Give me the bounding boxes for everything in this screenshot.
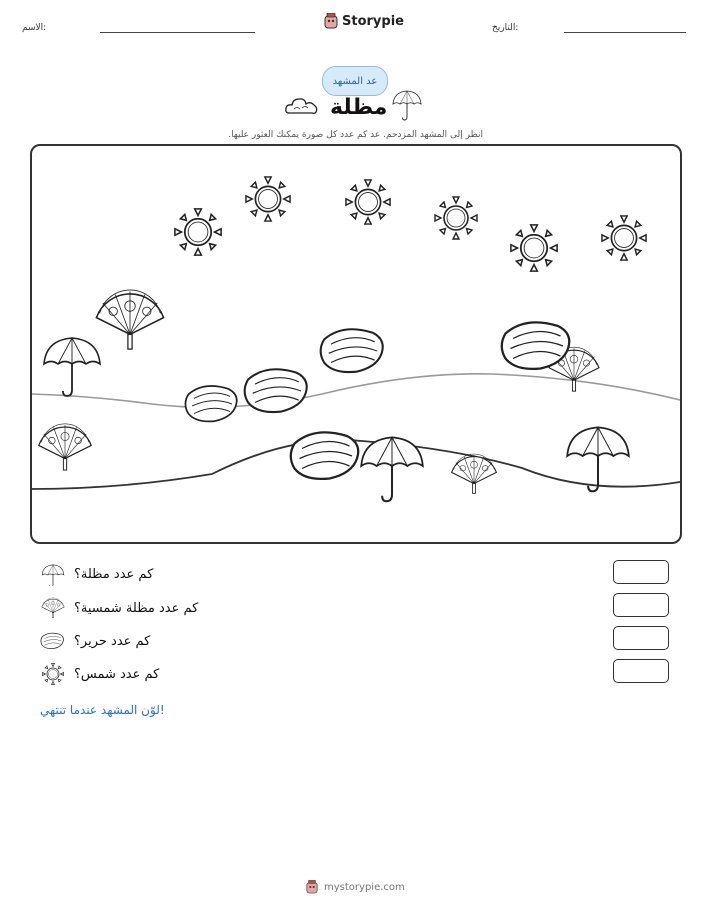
umbrella-icon (567, 427, 629, 491)
counting-scene (30, 144, 682, 544)
question-text: كم عدد شمس؟ (74, 666, 160, 682)
storypie-mascot-icon (306, 880, 318, 894)
sun-icon (511, 225, 557, 271)
sun-icon (346, 180, 390, 224)
footer-url[interactable]: mystorypie.com (324, 881, 405, 893)
count-scene-badge: عد المشهد (322, 66, 388, 96)
hand-fan-icon (40, 596, 66, 620)
scene-illustration (32, 146, 680, 542)
sun-icon (602, 216, 646, 260)
cloud-icon (285, 96, 319, 116)
umbrella-icon (361, 437, 423, 501)
question-text: كم عدد مظلة؟ (74, 566, 154, 582)
question-hand-fan (40, 596, 198, 620)
name-line[interactable] (100, 32, 255, 33)
umbrella-icon (44, 338, 100, 396)
color-instruction: لوّن المشهد عندما تنتهي! (40, 703, 165, 717)
hand-fan-icon (96, 290, 163, 349)
sun-icon (40, 662, 66, 686)
silk-icon (321, 329, 383, 372)
answer-box-hand-fan[interactable] (613, 593, 669, 617)
question-silk (40, 629, 150, 653)
umbrella-icon (40, 562, 66, 586)
silk-icon (245, 369, 307, 412)
silk-icon (291, 432, 359, 479)
silk-icon (502, 322, 570, 369)
answer-box-umbrella[interactable] (613, 560, 669, 584)
sun-icon (435, 197, 477, 239)
question-text: كم عدد حرير؟ (74, 633, 151, 649)
question-sun (40, 662, 159, 686)
silk-icon (40, 629, 66, 653)
name-label: الاسم: (22, 23, 47, 33)
sun-icon (175, 209, 221, 255)
answer-box-silk[interactable] (613, 626, 669, 650)
footer (306, 880, 405, 894)
question-text: كم عدد مظلة شمسية؟ (74, 600, 199, 616)
question-umbrella (40, 562, 153, 586)
instructions: انظر إلى المشهد المزدحم. عد كم عدد كل صورة يمكنك العثور عليها. (228, 130, 483, 140)
page-title: مظلة (330, 95, 388, 120)
silk-icon (185, 386, 236, 421)
date-line[interactable] (564, 32, 686, 33)
date-label: التاريخ: (492, 23, 519, 33)
storypie-mascot-icon (324, 13, 338, 29)
answer-box-sun[interactable] (613, 659, 669, 683)
hand-fan-icon (39, 424, 91, 470)
umbrella-icon (390, 90, 424, 122)
brand-logo (324, 13, 404, 29)
brand-name: Storypie (342, 13, 404, 29)
sun-icon (246, 177, 290, 221)
